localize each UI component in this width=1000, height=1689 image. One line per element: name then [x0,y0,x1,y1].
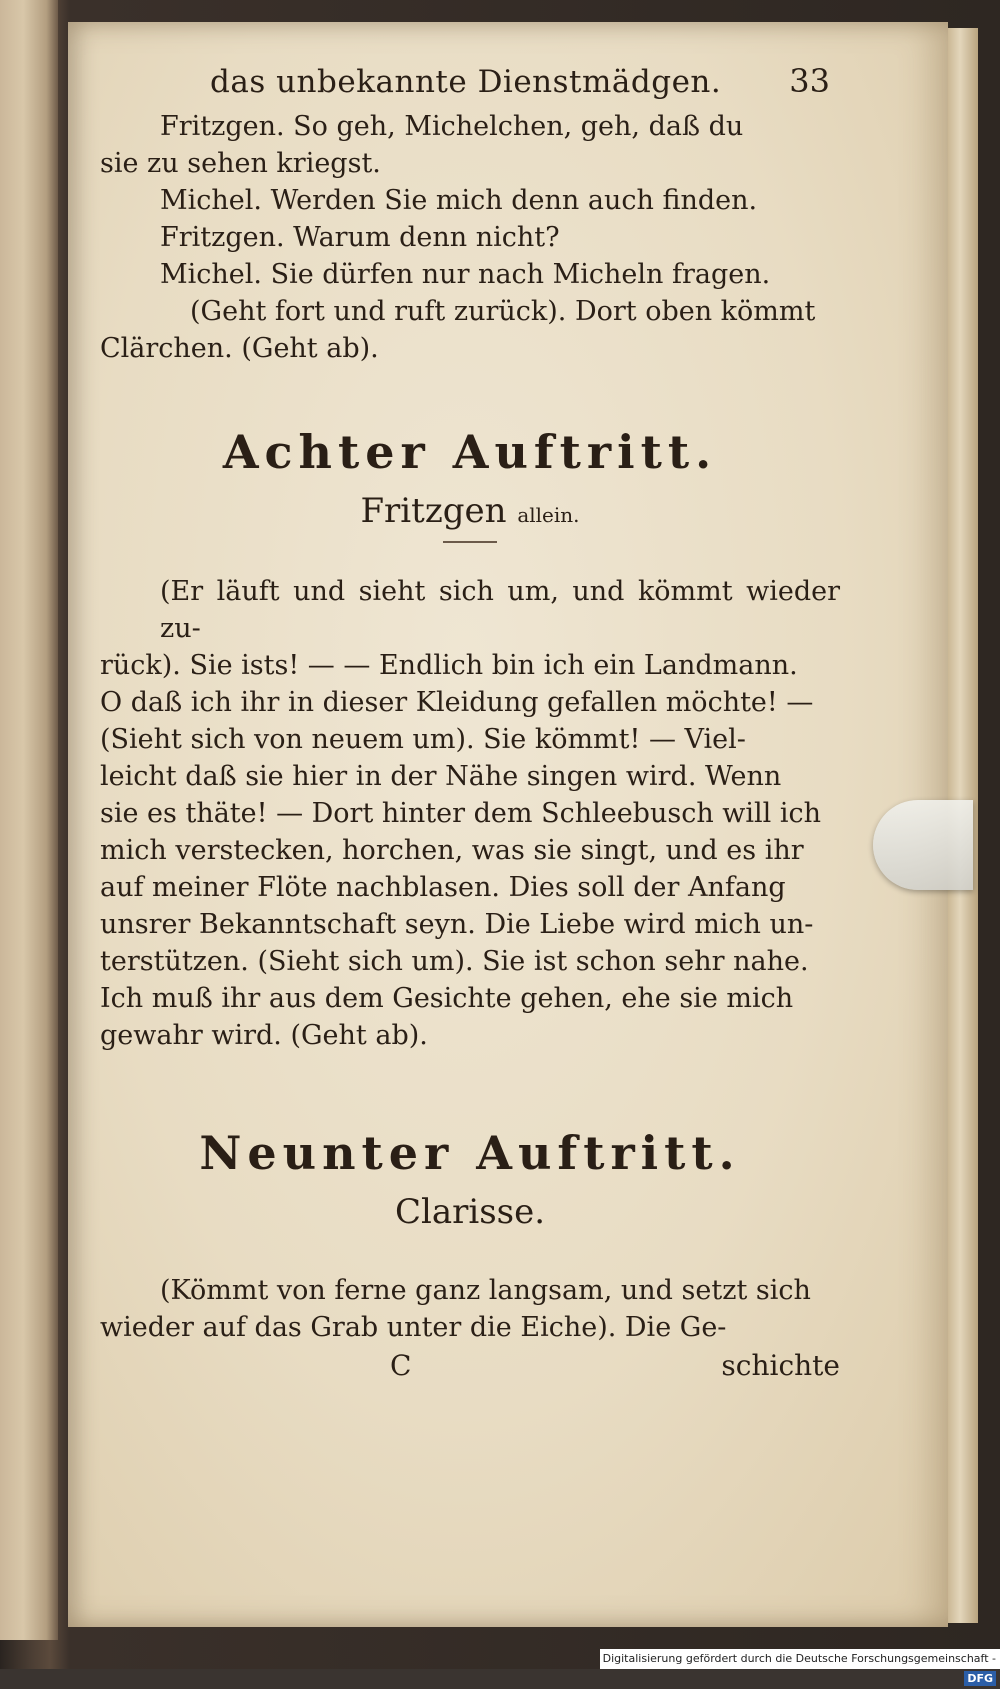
credit-text: Digitalisierung gefördert durch die Deutsche Forschungsgemeinschaft - [602,1652,996,1665]
text-line: Michel. Sie dürfen nur nach Micheln fragen. [160,259,771,290]
dfg-logo: DFG [964,1671,996,1686]
page-tab-icon [873,800,973,890]
text-line: leicht daß sie hier in der Nähe singen wird. Wenn [100,761,782,792]
scene-heading: Achter Auftritt. [222,425,718,479]
text-line: mich verstecken, horchen, was sie singt, und es ihr [100,835,804,866]
text-line: gewahr wird. (Geht ab). [100,1020,428,1051]
scene8-text [100,573,840,1054]
divider [443,541,497,543]
character-heading [100,491,840,531]
digitization-credit [600,1649,1000,1685]
text-line: wieder auf das Grab unter die Eiche). Die Ge- [100,1312,727,1343]
text-line: Fritzgen. Warum denn nicht? [160,222,560,253]
text-line: (Er läuft und sieht sich um, und kömmt wieder zu- [160,576,840,644]
text-line: unsrer Bekanntschaft seyn. Die Liebe wird mich un- [100,909,814,940]
text-line: Fritzgen. So geh, Michelchen, geh, daß du [160,111,744,142]
character-note: allein. [517,503,580,527]
catchword: schichte [721,1349,840,1382]
scene-heading: Neunter Auftritt. [199,1126,741,1180]
page-number: 33 [789,62,830,100]
text-line: Ich muß ihr aus dem Gesichte gehen, ehe sie mich [100,983,794,1014]
running-title: das unbekannte Dienstmädgen. [210,64,722,100]
scene9-text [100,1272,840,1346]
text-line: (Kömmt von ferne ganz langsam, und setzt sich [160,1275,811,1306]
running-head [210,62,830,100]
text-line: auf meiner Flöte nachblasen. Dies soll der Anfang [100,872,786,903]
scene-top [100,108,840,367]
character-heading: Clarisse. [394,1192,546,1232]
left-page-edge [0,0,58,1640]
text-line: O daß ich ihr in dieser Kleidung gefallen möchte! — [100,687,814,718]
text-line: (Sieht sich von neuem um). Sie kömmt! — Viel- [100,724,746,755]
text-line: rück). Sie ists! — — Endlich bin ich ein Landmann. [100,650,798,681]
text-line: sie zu sehen kriegst. [100,148,381,179]
text-line: Michel. Werden Sie mich denn auch finden. [160,185,758,216]
page-text [100,50,840,1386]
text-line: terstützen. (Sieht sich um). Sie ist schon sehr nahe. [100,946,809,977]
character-name: Fritzgen [360,491,507,531]
signature-mark: C [390,1349,412,1382]
text-line: (Geht fort und ruft zurück). Dort oben kömmt [190,296,816,327]
text-line: Clärchen. (Geht ab). [100,333,379,364]
page-footer [100,1346,840,1386]
text-line: sie es thäte! — Dort hinter dem Schleebusch will ich [100,798,822,829]
